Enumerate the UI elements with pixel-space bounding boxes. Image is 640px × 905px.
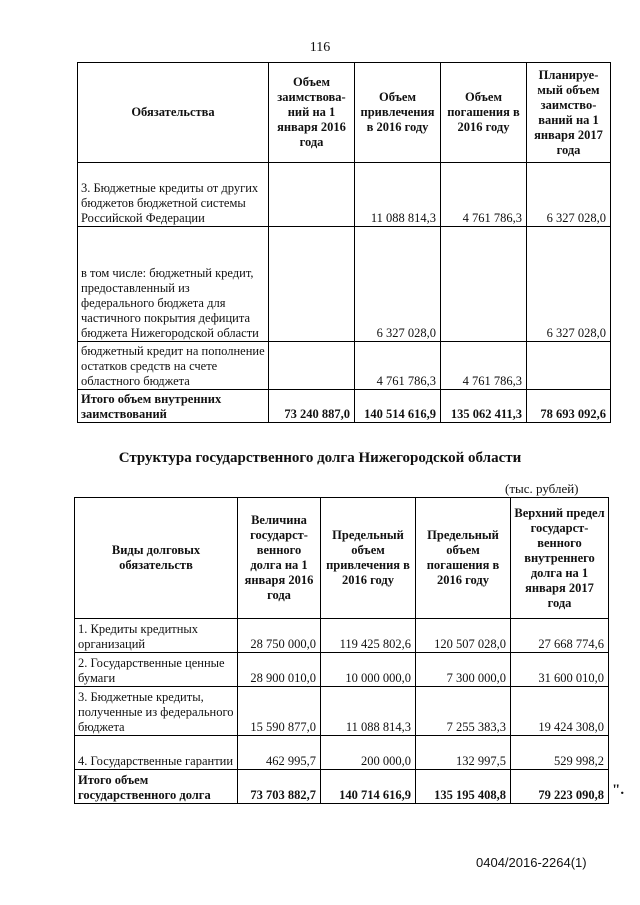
cell-value: 27 668 774,6 — [511, 619, 609, 653]
cell-value: 6 327 028,0 — [527, 163, 611, 227]
cell-value: 79 223 090,8 — [511, 770, 609, 804]
row-label: Итого объем государственного долга — [75, 770, 238, 804]
row-label: Итого объем внутренних заимствований — [78, 390, 269, 423]
cell-value: 7 300 000,0 — [416, 653, 511, 687]
row-label: бюджетный кредит на пополнение остатков средств на счете областного бюджета — [78, 342, 269, 390]
cell-value — [269, 163, 355, 227]
cell-value: 120 507 028,0 — [416, 619, 511, 653]
table-row-total — [78, 390, 611, 423]
cell-value: 119 425 802,6 — [321, 619, 416, 653]
row-label: 4. Государственные гарантии — [75, 736, 238, 770]
cell-value — [269, 227, 355, 342]
units-note: (тыс. рублей) — [505, 481, 579, 496]
table-row — [78, 342, 611, 390]
cell-value: 78 693 092,6 — [527, 390, 611, 423]
table-row — [78, 163, 611, 227]
debt-structure-table — [74, 497, 609, 804]
page-number: 116 — [309, 40, 331, 55]
table-row — [75, 653, 609, 687]
cell-value: 73 703 882,7 — [238, 770, 321, 804]
closing-quote: ". — [612, 782, 625, 798]
row-label: 1. Кредиты кредитных организаций — [75, 619, 238, 653]
table-row — [78, 227, 611, 342]
cell-value: 200 000,0 — [321, 736, 416, 770]
cell-value: 10 000 000,0 — [321, 653, 416, 687]
column-header: Планируе-мый объем заимство-ваний на 1 января 2017 года — [527, 63, 611, 163]
cell-value: 15 590 877,0 — [238, 687, 321, 736]
cell-value: 11 088 814,3 — [355, 163, 441, 227]
cell-value: 529 998,2 — [511, 736, 609, 770]
cell-value: 19 424 308,0 — [511, 687, 609, 736]
cell-value: 28 750 000,0 — [238, 619, 321, 653]
row-label: 3. Бюджетные кредиты, полученные из федерального бюджета — [75, 687, 238, 736]
row-label: в том числе: бюджетный кредит, предоставленный из федерального бюджета для частичного покрытия дефицита бюджета Нижегородской области — [78, 227, 269, 342]
column-header: Объем погашения в 2016 году — [441, 63, 527, 163]
cell-value: 6 327 028,0 — [527, 227, 611, 342]
cell-value: 140 514 616,9 — [355, 390, 441, 423]
section-title: Структура государственного долга Нижегородской области — [118, 450, 522, 466]
column-header: Предельный объем погашения в 2016 году — [416, 498, 511, 619]
document-code: 0404/2016-2264(1) — [476, 855, 587, 870]
table-row — [75, 736, 609, 770]
column-header: Виды долговых обязательств — [75, 498, 238, 619]
cell-value: 28 900 010,0 — [238, 653, 321, 687]
cell-value: 135 062 411,3 — [441, 390, 527, 423]
table-row — [75, 619, 609, 653]
column-header: Объем заимствова-ний на 1 января 2016 года — [269, 63, 355, 163]
cell-value: 7 255 383,3 — [416, 687, 511, 736]
table-row — [75, 687, 609, 736]
cell-value: 4 761 786,3 — [355, 342, 441, 390]
cell-value: 140 714 616,9 — [321, 770, 416, 804]
column-header: Верхний предел государст-венного внутреннего долга на 1 января 2017 года — [511, 498, 609, 619]
column-header: Величина государст-венного долга на 1 января 2016 года — [238, 498, 321, 619]
column-header: Обязательства — [78, 63, 269, 163]
row-label: 2. Государственные ценные бумаги — [75, 653, 238, 687]
cell-value: 132 997,5 — [416, 736, 511, 770]
cell-value: 4 761 786,3 — [441, 342, 527, 390]
cell-value: 11 088 814,3 — [321, 687, 416, 736]
row-label: 3. Бюджетные кредиты от других бюджетов бюджетной системы Российской Федерации — [78, 163, 269, 227]
cell-value — [527, 342, 611, 390]
cell-value: 4 761 786,3 — [441, 163, 527, 227]
cell-value: 31 600 010,0 — [511, 653, 609, 687]
borrowings-table — [77, 62, 611, 423]
cell-value: 462 995,7 — [238, 736, 321, 770]
column-header: Предельный объем привлечения в 2016 году — [321, 498, 416, 619]
column-header: Объем привлечения в 2016 году — [355, 63, 441, 163]
cell-value: 6 327 028,0 — [355, 227, 441, 342]
cell-value: 73 240 887,0 — [269, 390, 355, 423]
table-row-total — [75, 770, 609, 804]
cell-value: 135 195 408,8 — [416, 770, 511, 804]
cell-value — [441, 227, 527, 342]
cell-value — [269, 342, 355, 390]
